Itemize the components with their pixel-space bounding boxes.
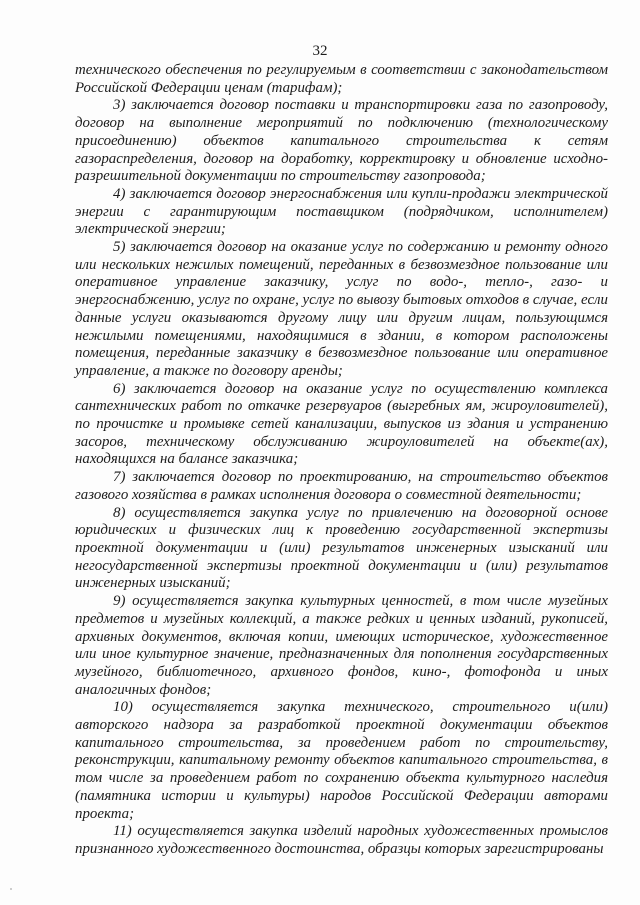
list-item-3: 3) заключается договор поставки и транспортировки газа по газопроводу, договор на выполнение мероприятий по подключению (технологическому присоединению) объектов капитального строительства к сетям газораспределения, договор на доработку, корректировку и обновление исходно-разрешительной документации по строительству газопровода; — [75, 97, 608, 185]
list-item-10: 10) осуществляется закупка технического, строительного и(или) авторского надзора за разработкой проектной документации объектов капитального строительства, за проведением работ по строительству, реконструкции, капитальному ремонту объектов капитального строительства, в том числе за проведением работ по сохранению объекта культурного наследия (памятника истории и культуры) народов Российской Федерации авторами проекта; — [75, 699, 608, 822]
list-item-11: 11) осуществляется закупка изделий народных художественных промыслов признанного художественного достоинства, образцы которых зарегистрированы — [75, 823, 608, 857]
list-item-8: 8) осуществляется закупка услуг по привлечению на договорной основе юридических и физических лиц к проведению государственной экспертизы проектной документации и (или) результатов инженерных изысканий или негосударственной экспертизы проектной документации и (или) результатов инженерных изысканий; — [75, 504, 608, 592]
list-item-7: 7) заключается договор по проектированию, на строительство объектов газового хозяйства в рамках исполнения договора о совместной деятельности; — [75, 469, 608, 503]
document-body — [75, 62, 608, 859]
list-item-6: 6) заключается договор на оказание услуг по осуществлению комплекса сантехнических работ по откачке резервуаров (выгребных ям, жироуловителей), по прочистке и промывке сетей канализации, выпусков из здания и устранению засоров, техническому обслуживанию жироуловителей на объекте(ах), находящихся на балансе заказчика; — [75, 380, 608, 468]
page-number: 32 — [312, 43, 328, 59]
paragraph-continuation: технического обеспечения по регулируемым в соответствии с законодательством Российской Федерации ценам (тарифам); — [75, 62, 608, 96]
list-item-4: 4) заключается договор энергоснабжения или купли-продажи электрической энергии с гарантирующим поставщиком (подрядчиком, исполнителем) электрической энергии; — [75, 185, 608, 238]
scan-artifact — [10, 888, 12, 890]
list-item-5: 5) заключается договор на оказание услуг по содержанию и ремонту одного или нескольких нежилых помещений, переданных в безвозмездное пользование или оперативное управление заказчику, услуг по водо-, тепло-, газо- и энергоснабжению, услуг по охране, услуг по вывозу бытовых отходов в случае, если данные услуги оказываются другому лицу или другим лицам, пользующимся нежилыми помещениями, находящимися в здании, в котором расположены помещения, переданные заказчику в безвозмездное пользование или оперативное управление, а также по договору аренды; — [75, 239, 608, 379]
list-item-9: 9) осуществляется закупка культурных ценностей, в том числе музейных предметов и музейных коллекций, а также редких и ценных изданий, рукописей, архивных документов, включая копии, имеющих историческое, художественное или иное культурное значение, предназначенных для пополнения государственных музейного, библиотечного, архивного фондов, кино-, фотофонда и иных аналогичных фондов; — [75, 593, 608, 698]
